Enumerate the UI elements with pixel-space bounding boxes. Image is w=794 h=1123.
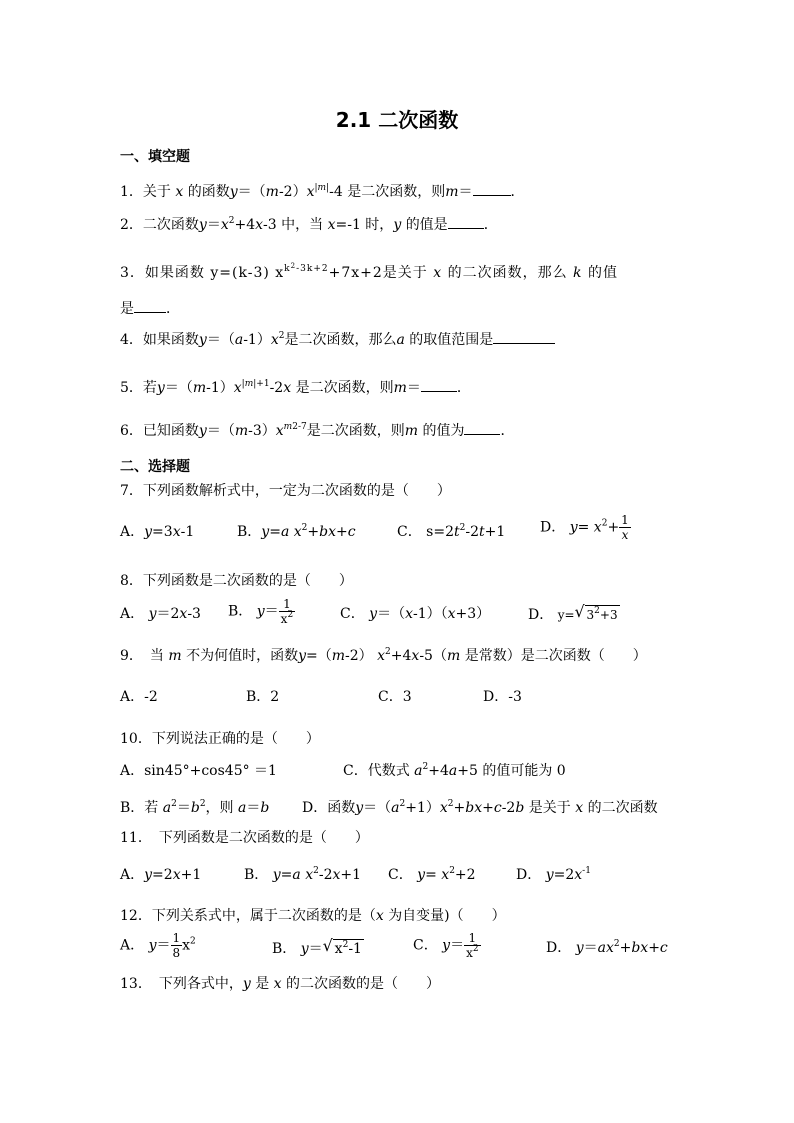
q8-option-d: D． y= √ $3^2+3$ bbox=[528, 602, 618, 623]
q12-option-a: A． y＝ $\frac{1}{8}$ $x^2$ bbox=[120, 931, 196, 960]
q9-option-a: A．-2 bbox=[120, 689, 158, 705]
page-title: 2.1 二次函数 bbox=[335, 108, 459, 132]
q7-option-b: B．y=a $x^2+bx+c$ bbox=[237, 523, 356, 540]
q8-option-a: A． y＝2x-3 bbox=[120, 606, 201, 622]
section-multiple-choice: 二、选择题 bbox=[120, 459, 190, 475]
question-3: 3．如果函数 y=(k-3) $x^{k^2-3k+2}+7x+2$是关于 x 的二次函数，那么 k 的值 bbox=[120, 262, 618, 281]
question-11: 11． 下列函数是二次函数的是（ ） bbox=[120, 830, 369, 846]
q11-option-c: C． $y= x^2+2$ bbox=[388, 866, 476, 883]
question-13: 13． 下列各式中，y 是 x 的二次函数的是（ ） bbox=[120, 976, 441, 992]
question-1: 1．关于 x 的函数$y=(m-2)x^{|m|}-4$ 是二次函数，则m＝ ． bbox=[120, 183, 525, 200]
question-6: 6．已知函数$y=(m-3)x^{m2-7}$是二次函数，则m 的值为 ． bbox=[120, 422, 515, 439]
q9-option-b: B．2 bbox=[246, 689, 280, 705]
question-7: 7．下列函数解析式中，一定为二次函数的是（ ） bbox=[120, 483, 451, 499]
question-3-line-2: 是 ． bbox=[120, 301, 180, 317]
q9-option-c: C．3 bbox=[378, 689, 412, 705]
question-4: 4．如果函数$y=(a-1)x^2$是二次函数，那么a 的取值范围是 bbox=[120, 331, 555, 349]
q7-option-c: C． $s=2t^2-2t+1$ bbox=[397, 523, 506, 540]
question-5: 5．若$y=(m-1)x^{|m|+1}-2x$ 是二次函数，则m＝ ． bbox=[120, 379, 471, 396]
q8-option-b: B． y＝ $\frac{1}{x^2}$ bbox=[228, 597, 294, 626]
q10-option-c: C．代数式 $a^2+4a+5$ 的值可能为 0 bbox=[343, 762, 566, 779]
q10-option-d: D．函数$y=(a^2+1)x^2+bx+c-2b$ 是关于 x 的二次函数 bbox=[302, 799, 658, 816]
question-8: 8．下列函数是二次函数的是（ ） bbox=[120, 573, 353, 589]
question-9: 9． 当 m 不为何值时，函数y=（m-2） $x^2+4x-5(m$ 是常数）是二次函数（ ） bbox=[120, 647, 647, 664]
q9-option-d: D．-3 bbox=[483, 689, 522, 705]
q7-option-d: D． $y= x^2+$ $\frac{1}{x}$ bbox=[540, 513, 629, 542]
question-10: 10．下列说法正确的是（ ） bbox=[120, 731, 320, 747]
q12-option-b: B． y＝ √ $x^2-1$ bbox=[272, 936, 362, 957]
q11-option-b: B． y=a $x^2-2x+1$ bbox=[244, 866, 362, 883]
q12-option-c: C． y＝ $\frac{1}{x^2}$ bbox=[413, 931, 479, 960]
q8-option-c: C． y＝（x-1）（x+3） bbox=[340, 606, 491, 622]
q11-option-d: D． $y=2x^{-1}$ bbox=[516, 866, 591, 883]
q7-option-a: A．y=3x-1 bbox=[120, 524, 195, 540]
q11-option-a: A．y=2x+1 bbox=[120, 867, 202, 883]
question-12: 12．下列关系式中，属于二次函数的是（x 为自变量)（ ） bbox=[120, 908, 506, 924]
q12-option-d: D． $y=ax^2+bx+c$ bbox=[546, 939, 668, 956]
question-2: 2．二次函数$y=x^2+4x-3$ 中，当 x=-1 时，y 的值是 ． bbox=[120, 216, 498, 233]
q10-option-a: A．sin45°+cos45° ＝1 bbox=[120, 763, 277, 779]
q10-option-b: B．若 $a^2=b^2$，则 a＝b bbox=[120, 799, 270, 816]
section-fill-blank: 一、填空题 bbox=[120, 149, 190, 165]
